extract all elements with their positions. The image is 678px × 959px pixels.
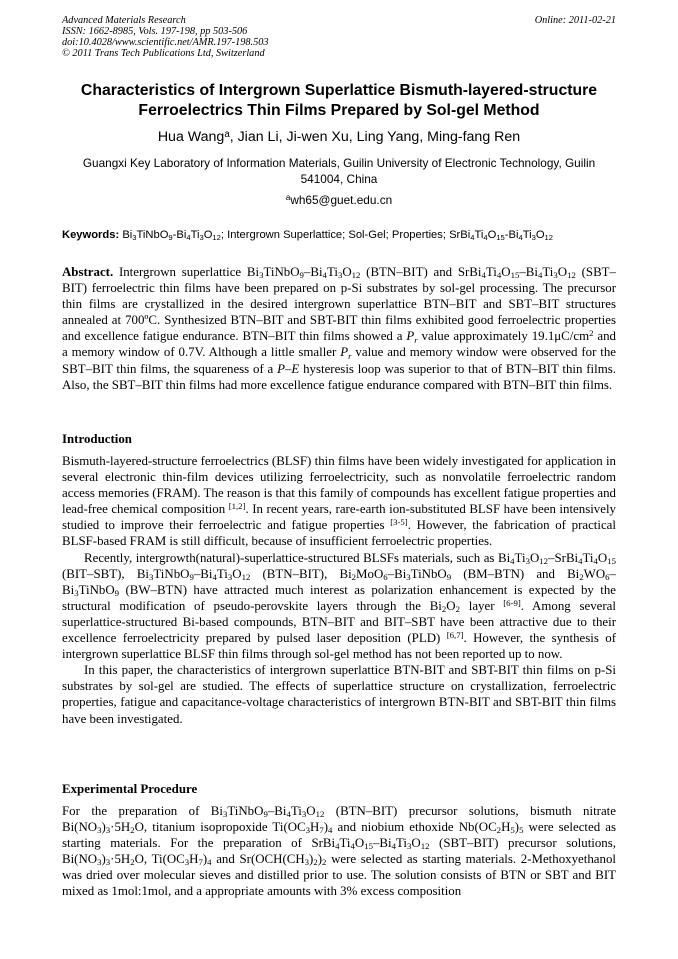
title-line-1: Characteristics of Intergrown Superlattice Bismuth-layered-structure: [80, 82, 598, 99]
email-address: wh65@guet.edu.cn: [290, 193, 393, 207]
journal-name: Advanced Materials Research: [62, 15, 186, 26]
keyword-chem-1: $Bi_3TiNbO_9-Bi_4Ti_3O_{12}$: [122, 229, 221, 242]
keyword-chem-2: $SrBi_4Ti_4O_{15}-Bi_4Ti_3O_{12}$: [449, 229, 554, 242]
journal-header: [62, 15, 616, 59]
author-list: [62, 128, 616, 146]
affiliation: [62, 155, 616, 187]
introduction-body: [62, 453, 616, 727]
email-affil-mark: a: [285, 193, 291, 203]
author-1: Hua Wang: [157, 129, 225, 145]
introduction-paragraph-2: Recently, intergrowth(natural)-superlattice-structured BLSFs materials, such as $Bi_4Ti_3O_{12}-SrBi_4Ti_4O_{15}$ (BIT–SBT), $Bi_3TiNbO_9-Bi_4Ti_3O_{12}$ (BTN–BIT), $Bi_2MoO_6-Bi_3TiNbO_9$ (BM–BTN) and $Bi_2WO_6-Bi_3TiNbO_9$ (BW–BTN) have attracted much interest as polarization enhancement is expected by the structural modification of pseudo-perovskite layers through the $Bi_2O_2$ layer [6-9]. Among several superlattice-structured Bi-based compounds, BTN–BIT and BIT–SBT have been attractive due to their excellence ferroelectricity prepared by pulsed laser deposition (PLD) [6,7]. However, the synthesis of intergrown superlattice BLSF thin films through sol-gel method has not been reported up to now.: [62, 550, 616, 662]
keywords-middle: ; Intergrown Superlattice; Sol-Gel; Properties;: [220, 229, 450, 241]
paper-title: [62, 81, 616, 121]
journal-issn: ISSN: 1662-8985, Vols. 197-198, pp 503-506: [62, 26, 248, 37]
experimental-paragraph-1: For the preparation of $Bi_3TiNbO_9-Bi_4Ti_3O_{12}$ (BTN–BIT) precursor solutions, bismuth nitrate $Bi(NO_3)_3\cdot 5H_2O$, titanium isopropoxide $Ti(OC_3H_7)_4$ and niobium ethoxide $Nb(OC_2H_5)_5$ were selected as starting materials. For the preparation of $SrBi_4Ti_4O_{15}-Bi_4Ti_3O_{12}$ (SBT–BIT) precursor solutions, $Bi(NO_3)_3\cdot 5H_2O$, $Ti(OC_3H_7)_4$ and $Sr(OCH(CH_3)_2)_2$ were selected as starting materials. 2-Methoxyethanol was dried over molecular sieves and distilled prior to use. The solution consists of BTN or SBT and BIT mixed as 1mol:1mol, and a appropriate amounts with 3% excess composition: [62, 804, 616, 899]
affiliation-line-2: 541004, China: [300, 172, 378, 186]
author-1-affil-mark: a: [224, 128, 230, 140]
abstract-label: Abstract.: [62, 265, 114, 279]
other-authors: , Jian Li, Ji-wen Xu, Ling Yang, Ming-fang Ren: [229, 129, 521, 145]
title-line-2: Ferroelectrics Thin Films Prepared by Sol-gel Method: [138, 102, 540, 119]
introduction-paragraph-3: In this paper, the characteristics of intergrown superlattice BTN-BIT and SBT-BIT thin films on p-Si substrates by sol-gel are studied. The effects of superlattice structure on crystallization, ferroelectric properties, fatigue and capacitance-voltage characteristics of intergrown BTN-BIT and SBT-BIT thin films have been investigated.: [62, 663, 616, 726]
experimental-body: [62, 803, 616, 900]
journal-copyright: © 2011 Trans Tech Publications Ltd, Switzerland: [62, 48, 265, 59]
journal-doi: doi:10.4028/www.scientific.net/AMR.197-198.503: [62, 37, 269, 48]
introduction-paragraph-1: Bismuth-layered-structure ferroelectrics (BLSF) thin films have been widely investigated for application in several electronic thin-film devices utilizing ferroelectricity, such as nonvolatile ferroelectric random access memories (FRAM). The reason is that this family of compounds has excellent fatigue properties and lead-free chemical composition [1,2]. In recent years, rare-earth ion-substituted BLSF have been intensively studied to improve their ferroelectric and fatigue properties [3-5]. However, the fabrication of practical BLSF-based FRAM is still difficult, because of insufficient ferroelectric properties.: [62, 454, 617, 549]
online-date: Online: 2011-02-21: [534, 15, 616, 26]
affiliation-line-1: Guangxi Key Laboratory of Information Materials, Guilin University of Electronic Technology, Guilin: [82, 156, 596, 170]
keywords-label: Keywords:: [62, 229, 120, 241]
introduction-heading: Introduction: [62, 432, 132, 446]
keywords: [62, 228, 616, 243]
abstract: [62, 264, 616, 393]
experimental-heading: Experimental Procedure: [62, 782, 198, 796]
abstract-paragraph: Abstract. Intergrown superlattice $Bi_3TiNbO_9-Bi_4Ti_3O_{12}$ (BTN–BIT) and $SrBi_4Ti_4O_{15}-Bi_4Ti_3O_{12}$ (SBT–BIT) ferroelectric thin films have been prepared on p-Si substrates by sol-gel processing. The precursor thin films are crystallized in the desired intergrown superlattice BTN–BIT and SBT–BIT structures annealed at 700ºC. Synthesized BTN–BIT and SBT-BIT thin films exhibited good ferroelectric properties and excellence fatigue endurance. BTN–BIT thin films showed a $P_r$ value approximately $19.1\mu C/cm^2$ and a memory window of 0.7V. Although a little smaller $P_r$ value and memory window were observed for the SBT–BIT thin films, the squareness of a P–E hysteresis loop was superior to that of BTN–BIT thin films. Also, the SBT–BIT thin films had more excellence fatigue endurance compared with BTN–BIT thin films.: [62, 265, 616, 392]
author-email: [62, 192, 616, 208]
